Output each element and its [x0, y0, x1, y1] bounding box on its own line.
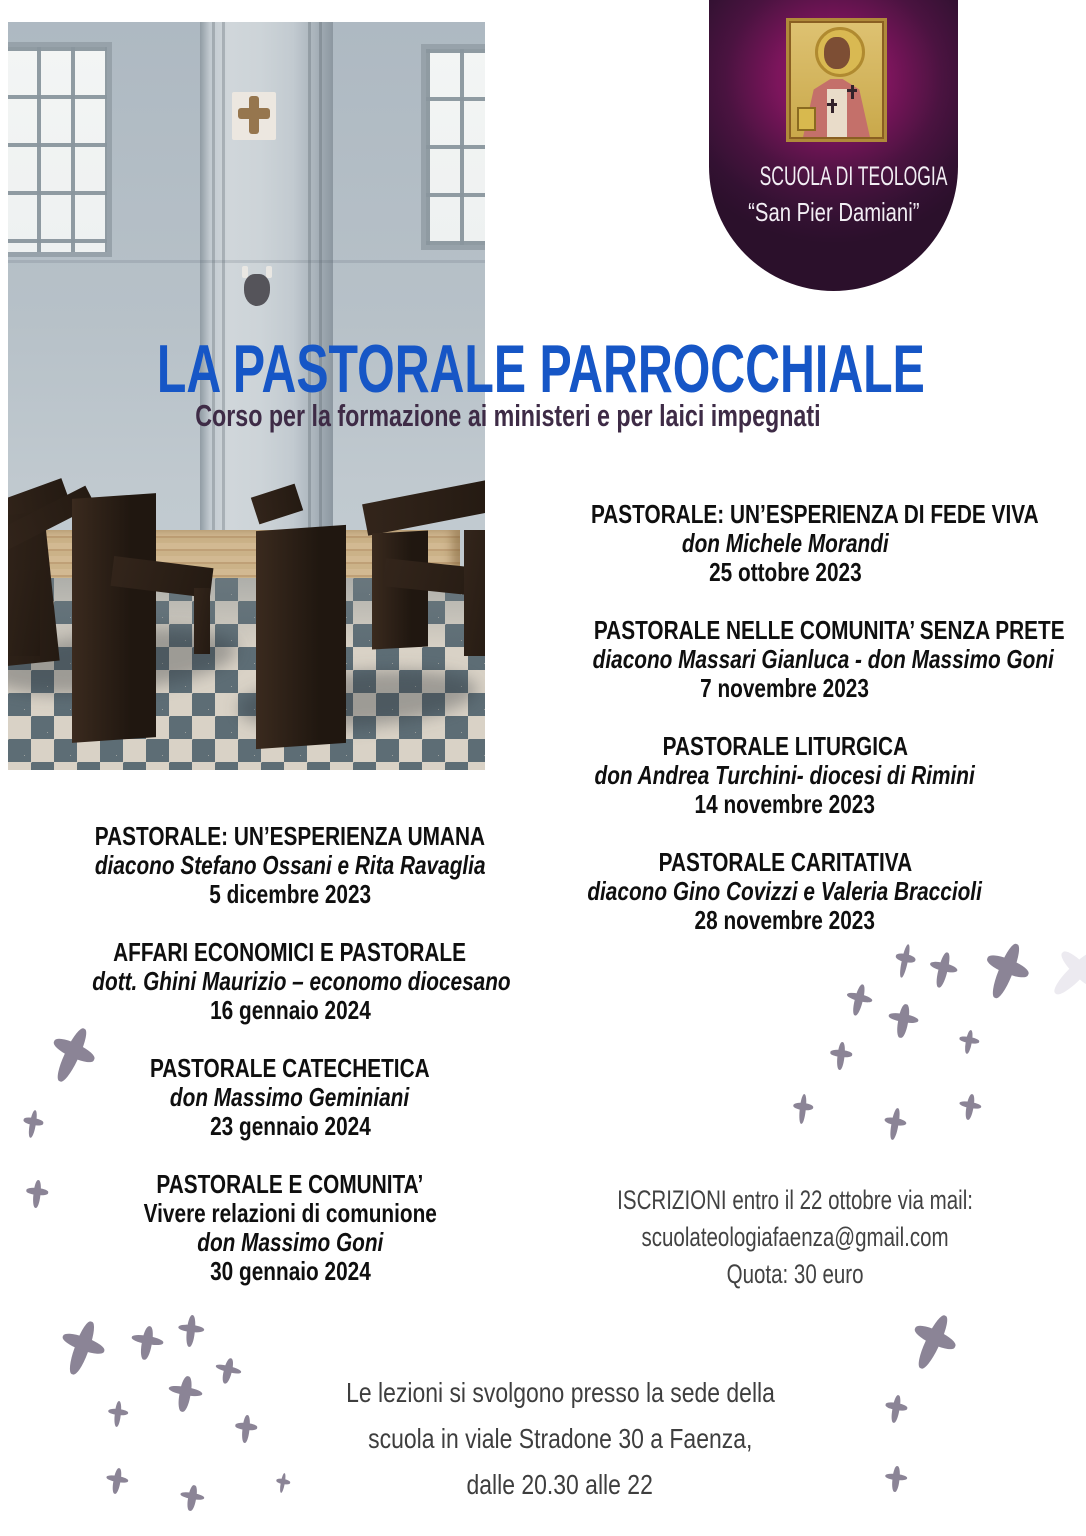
- cross-decoration-icon: [52, 1314, 112, 1382]
- course-title: PASTORALE: UN’ESPERIENZA DI FEDE VIVA: [590, 499, 1039, 529]
- course-title: AFFARI ECONOMICI E PASTORALE: [113, 937, 467, 967]
- enrollment-fee: Quota: 30 euro: [726, 1259, 864, 1289]
- cross-decoration-icon: [1039, 936, 1086, 1011]
- course-extra-line: Vivere relazioni di comunione: [143, 1198, 437, 1228]
- school-quote-name: “San Pier Damiani”: [747, 197, 920, 227]
- cross-decoration-icon: [957, 1092, 983, 1121]
- location-info: [280, 1370, 840, 1508]
- course-speaker: diacono Gino Covizzi e Valeria Braccioli: [587, 876, 983, 906]
- page-subtitle: Corso per la formazione ai ministeri e per laici impegnati: [195, 398, 821, 433]
- course-date: 14 novembre 2023: [694, 789, 876, 819]
- course-date: 16 gennaio 2024: [209, 995, 371, 1025]
- cross-decoration-icon: [128, 1323, 165, 1362]
- cross-decoration-icon: [883, 1393, 910, 1424]
- course-item: [40, 822, 540, 909]
- gospel-book-icon: [797, 107, 816, 131]
- cross-decoration-icon: [885, 1002, 920, 1041]
- saint-face: [824, 37, 850, 69]
- course-speaker: don Massimo Geminiani: [170, 1082, 410, 1112]
- enrollment-email: scuolateologiafaenza@gmail.com: [641, 1222, 949, 1252]
- course-item: [40, 1054, 540, 1141]
- course-title: PASTORALE CARITATIVA: [658, 847, 912, 877]
- course-date: 25 ottobre 2023: [708, 557, 862, 587]
- cross-decoration-icon: [843, 981, 876, 1018]
- course-title: PASTORALE LITURGICA: [662, 731, 908, 761]
- stole-cross-icon: [827, 99, 837, 113]
- school-badge: [709, 0, 958, 291]
- course-date: 30 gennaio 2024: [209, 1256, 371, 1286]
- course-title: PASTORALE E COMUNITA’: [156, 1169, 424, 1199]
- saint-icon: [786, 18, 887, 142]
- course-date: 5 dicembre 2023: [209, 879, 371, 909]
- robe-cross-icon: [847, 85, 857, 99]
- course-list-right: [535, 499, 1065, 964]
- course-item: [535, 848, 1035, 935]
- course-item: [40, 1170, 540, 1286]
- school-name: SCUOLA DI TEOLOGIA: [759, 161, 948, 191]
- course-speaker: don Massimo Goni: [196, 1227, 384, 1257]
- cross-decoration-icon: [881, 1106, 908, 1141]
- cross-decoration-icon: [829, 1041, 854, 1071]
- cross-decoration-icon: [901, 1306, 965, 1377]
- saint-stole: [827, 89, 847, 137]
- cross-decoration-icon: [165, 1373, 205, 1414]
- course-date: 28 novembre 2023: [694, 905, 876, 935]
- cross-decoration-icon: [107, 1400, 130, 1428]
- course-item: [535, 615, 1065, 703]
- cross-decoration-icon: [178, 1483, 206, 1513]
- course-list-left: [40, 822, 540, 1315]
- course-speaker: diacono Stefano Ossani e Rita Ravaglia: [94, 850, 486, 880]
- course-speaker: diacono Massari Gianluca - don Massimo Goni: [592, 644, 1054, 674]
- cross-decoration-icon: [212, 1355, 244, 1387]
- course-title: PASTORALE NELLE COMUNITA’ SENZA PRETE: [593, 615, 1065, 645]
- cross-decoration-icon: [234, 1414, 259, 1444]
- cross-decoration-icon: [791, 1093, 814, 1125]
- course-date: 7 novembre 2023: [700, 673, 870, 703]
- enrollment-deadline: ISCRIZIONI entro il 22 ottobre via mail:: [617, 1185, 973, 1215]
- enrollment-info: [545, 1182, 1045, 1293]
- page-title: LA PASTORALE PARROCCHIALE: [156, 331, 925, 407]
- course-speaker: don Michele Morandi: [681, 528, 889, 558]
- location-line: Le lezioni si svolgono presso la sede della: [345, 1377, 775, 1408]
- cross-decoration-icon: [176, 1314, 205, 1349]
- location-line: scuola in viale Stradone 30 a Faenza,: [367, 1423, 753, 1454]
- course-title: PASTORALE: UN’ESPERIENZA UMANA: [94, 821, 486, 851]
- course-item: [535, 732, 1035, 819]
- course-speaker: don Andrea Turchini- diocesi di Rimini: [594, 760, 976, 790]
- course-date: 23 gennaio 2024: [209, 1111, 371, 1141]
- location-line: dalle 20.30 alle 22: [466, 1469, 654, 1500]
- cross-decoration-icon: [957, 1028, 981, 1055]
- cross-decoration-icon: [884, 1465, 909, 1493]
- cross-decoration-icon: [104, 1466, 130, 1495]
- course-item: [40, 938, 540, 1025]
- course-title: PASTORALE CATECHETICA: [150, 1053, 430, 1083]
- course-speaker: dott. Ghini Maurizio – economo diocesano: [92, 966, 511, 996]
- course-item: [535, 499, 1039, 587]
